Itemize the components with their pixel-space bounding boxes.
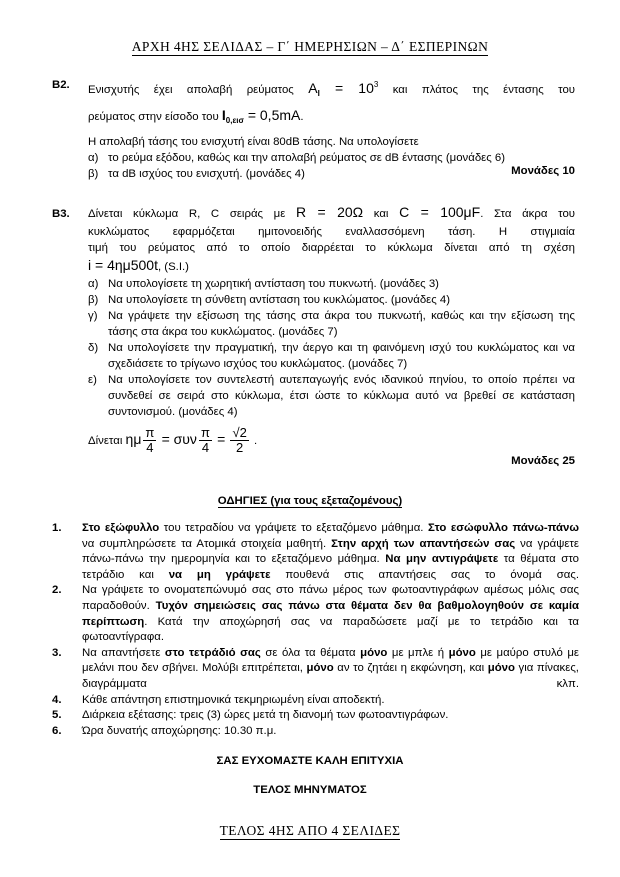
instruction-number: 3. (52, 646, 62, 659)
input-current-formula: $I_{0,\varepsilon\iota\sigma} = 0,5mA$ (221, 107, 301, 125)
current-gain-formula: $A_I = 10^3$ (308, 80, 379, 98)
instruction-segment: αν το ζητάει η εκφώνηση, και (333, 662, 488, 675)
question-b3-label: Β3. (52, 208, 70, 220)
instructions-title: ΟΔΗΓΙΕΣ (για τους εξεταζομένους) (217, 495, 403, 507)
instruction-segment: για πίνακες, διαγράμματα κλπ. (82, 662, 579, 690)
instruction-text (82, 646, 579, 693)
subquestion-text: Να γράψετε την εξίσωση της τάσης στα άκρα του πυκνωτή, καθώς και την εξίσωση της τάσης στα άκρα του κυκλώματος. (μονάδες 7) (108, 310, 575, 338)
instruction-segment: Διάρκεια εξέτασης: τρεις (3) ώρες μετά τη διανομή των φωτοαντιγράφων. (82, 709, 449, 722)
page-footer-text: ΤΕΛΟΣ 4ΗΣ ΑΠΟ 4 ΣΕΛΙΔΕΣ (219, 823, 401, 838)
subquestion-text: Να υπολογίσετε τη χωρητική αντίσταση του πυκνωτή. (μονάδες 3) (108, 278, 439, 290)
b3-line-3: τιμή του ρεύματος από το οποίο διαρρέεται το κύκλωμα δίνεται από τη σχέση (88, 242, 575, 254)
instruction-segment: . Κατά την αποχώρησή σας να παραδώσετε μαζί με το τετράδιο και τα φωτοαντίγραφα. (82, 615, 579, 644)
instruction-emphasis: μόνο (306, 662, 334, 675)
instruction-item (52, 693, 579, 709)
subquestion-item (88, 276, 575, 292)
subquestion-text: Να υπολογίσετε τον συντελεστή αυτεπαγωγής ενός ιδανικού πηνίου, το οποίο πρέπει να συνδεθεί σε σειρά στο κύκλωμα, έτσι ώστε το κύκλωμα αυτό να βρεθεί σε κατάσταση συντονισμού. (μονάδες 4) (108, 374, 575, 418)
sqrt2-over-2-fraction: $\frac{√2}{2}$ (232, 425, 247, 456)
instruction-item (52, 708, 579, 724)
subquestion-item (88, 308, 575, 340)
capacitance-value: C = 100μF (399, 204, 481, 220)
b2-marks: Μονάδες 10 (511, 165, 575, 177)
b3-line-4: i = 4ημ500t, (S.I.) (88, 257, 189, 273)
instruction-number: 4. (52, 693, 62, 706)
subquestion-text: τα dB ισχύος του ενισχυτή. (μονάδες 4) (108, 168, 305, 180)
b2-line-1: Ενισχυτής έχει απολαβή ρεύματος $A_I = 10^3$ και πλάτος της έντασης του (88, 80, 576, 98)
subquestion-text: Να υπολογίσετε τη σύνθετη αντίσταση του κυκλώματος. (μονάδες 4) (108, 294, 451, 306)
resistance-value: R = 20Ω (296, 204, 364, 220)
instruction-item (52, 583, 579, 645)
subquestion-text: το ρεύμα εξόδου, καθώς και την απολαβή ρεύματος σε dB έντασης (μονάδες 6) (108, 152, 506, 164)
subquestion-item (88, 340, 575, 372)
instruction-text (82, 724, 579, 740)
subquestion-text: Να υπολογίσετε την πραγματική, την άεργο και τη φαινόμενη ισχύ του κυκλώματος και να σχεδιάσετε το τρίγωνο ισχύος του κυκλώματος. (μονάδες 7) (108, 342, 575, 370)
instruction-text (82, 708, 579, 724)
b3-line-1: Δίνεται κύκλωμα R, C σειράς με R = 20Ω και C = 100μF. Στα άκρα του (88, 204, 576, 220)
closing-wishes: ΣΑΣ ΕΥΧΟΜΑΣΤΕ ΚΑΛΗ ΕΠΙΤΥΧΙΑ (216, 755, 404, 767)
instruction-emphasis: στο τετράδιό σας (164, 646, 261, 659)
instruction-emphasis: μόνο (448, 646, 476, 659)
instruction-segment: τα θέματα στο τετράδιο και (82, 553, 579, 581)
subquestion-marker: ε) (88, 374, 97, 386)
instruction-segment: Κάθε απάντηση επιστημονικά τεκμηριωμένη είναι αποδεκτή. (82, 693, 385, 706)
instruction-item (52, 521, 579, 583)
instruction-segment: Ώρα δυνατής αποχώρησης: 10.30 π.μ. (82, 724, 277, 737)
instruction-emphasis: Να μην αντιγράψετε (385, 553, 499, 566)
pi-over-4-fraction: $\frac{\pi}{4}$ (145, 425, 155, 456)
instruction-emphasis: μόνο (487, 662, 515, 675)
current-equation: i = 4ημ500t (88, 257, 158, 273)
b3-given: Δίνεται ημ $\frac{\pi}{4}$ = συν $\frac{\pi}{4}$ = $\frac{√2}{2}$ . (88, 425, 258, 456)
b3-line-2: κυκλώματος εφαρμόζεται ημιτονοειδής εναλλασσόμενη τάση. Η στιγμιαία (88, 226, 575, 238)
instruction-number: 6. (52, 724, 62, 737)
subquestion-marker: α) (88, 152, 99, 164)
instructions-list (52, 521, 579, 739)
instruction-emphasis: Τυχόν σημειώσεις σας πάνω στα θέματα δεν θα βαθμολογηθούν σε καμία περίπτωση (82, 599, 580, 628)
b2-line-3: Η απολαβή τάσης του ενισχυτή είναι 80dB τάσης. Να υπολογίσετε (88, 136, 419, 148)
instruction-item (52, 724, 579, 740)
page-header-text: ΑΡΧΗ 4ΗΣ ΣΕΛΙΔΑΣ – Γ΄ ΗΜΕΡΗΣΙΩΝ – Δ΄ ΕΣΠΕΡΙΝΩΝ (131, 39, 489, 54)
instruction-emphasis: να μη γράψετε (168, 568, 271, 581)
instruction-emphasis: Στο εσώφυλλο πάνω-πάνω (427, 522, 579, 534)
subquestion-marker: β) (88, 168, 99, 180)
question-b3 (88, 202, 575, 456)
subquestion-marker: β) (88, 294, 99, 306)
subquestion-marker: α) (88, 278, 99, 290)
page-header (0, 39, 620, 55)
b2-line-2: ρεύματος στην είσοδο του $I_{0,\varepsilon\iota\sigma} = 0,5mA$. (88, 107, 304, 125)
subquestion-item (88, 292, 575, 308)
b3-marks: Μονάδες 25 (511, 455, 575, 467)
instruction-segment: με μαύρο στυλό με μελάνι που δεν σβήνει. Μολύβι επιτρέπεται, (82, 646, 579, 675)
page-footer (0, 823, 620, 839)
instruction-number: 5. (52, 709, 62, 722)
instruction-segment: Να απαντήσετε (82, 646, 165, 659)
subquestion-marker: γ) (88, 310, 98, 322)
instruction-segment: πουθενά στις απαντήσεις σας το όνομά σας. (270, 568, 579, 581)
instruction-segment: με μπλε ή (387, 646, 449, 659)
instruction-item (52, 646, 579, 693)
instruction-number: 2. (52, 584, 62, 597)
pi-over-4-fraction-2: $\frac{\pi}{4}$ (200, 425, 210, 456)
end-of-message: ΤΕΛΟΣ ΜΗΝΥΜΑΤΟΣ (253, 784, 367, 796)
instruction-segment: του τετραδίου να γράψετε το εξεταζόμενο μάθημα. (159, 522, 428, 534)
instruction-segment: να γράψετε πάνω-πάνω την ημερομηνία και το εξεταζόμενο μάθημα. (82, 537, 579, 566)
instruction-text (82, 693, 579, 709)
question-b2-label: Β2. (52, 79, 70, 91)
instruction-emphasis: Στην αρχή των απαντήσεών σας (331, 537, 516, 550)
b3-subquestions (88, 276, 575, 420)
subquestion-item (88, 150, 575, 166)
instruction-text (82, 521, 579, 583)
instruction-text (82, 583, 579, 645)
instruction-segment: να συμπληρώσετε τα Ατομικά στοιχεία μαθητή. (82, 537, 332, 550)
subquestion-item (88, 372, 575, 420)
subquestion-marker: δ) (88, 342, 99, 354)
instruction-segment: Να γράψετε το ονοματεπώνυμό σας στο πάνω μέρος των φωτοαντιγράφων αμέσως μόλις σας παραδοθούν. (82, 584, 579, 612)
instruction-number: 1. (52, 522, 62, 534)
instruction-segment: σε όλα τα θέματα (260, 646, 361, 659)
instruction-emphasis: Στο εξώφυλλο (82, 522, 160, 534)
instruction-emphasis: μόνο (360, 646, 388, 659)
